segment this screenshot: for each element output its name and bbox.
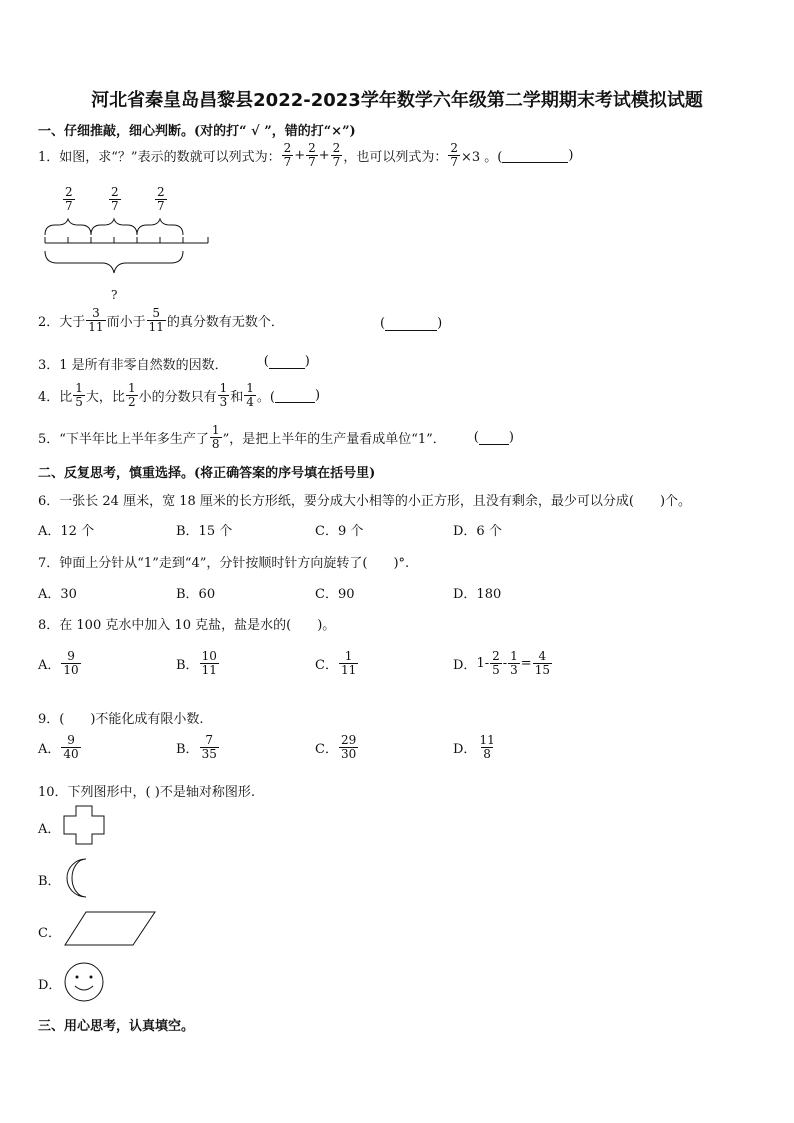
q5-text: ”，是把上半年的生产量看成单位“1”． [222, 432, 446, 447]
q10-option-c[interactable]: C． [38, 926, 61, 941]
q8-option-b[interactable]: B． $\frac{10}{11}$ [176, 649, 217, 677]
question-10: 10．下列图形中，( )不是轴对称图形. [38, 785, 255, 800]
q4-text: 。( [256, 390, 275, 405]
q4-text: 小的分数只有 [138, 390, 217, 405]
question-8: 8．在 100 克水中加入 10 克盐，盐是水的( )。 [38, 618, 336, 633]
q2-answer: ( ) [380, 316, 443, 331]
q1-text: 1．如图，求“？”表示的数就可以列式为： [38, 150, 281, 165]
q4-text: 大，比 [85, 390, 125, 405]
q10-option-d[interactable]: D． [38, 978, 62, 993]
answer-blank[interactable] [275, 388, 315, 403]
q8-option-c[interactable]: C． $\frac{1}{11}$ [315, 649, 357, 677]
q6-option-c[interactable]: C．9 个 [315, 524, 364, 539]
diagram-question-mark: ? [111, 288, 118, 302]
q8-fraction: $\frac{2}{5}$ [492, 649, 500, 677]
q9-option-b[interactable]: B． $\frac{7}{35}$ [176, 733, 217, 761]
q1-text: ，也可以列式为： [343, 150, 448, 165]
q9-fraction: $\frac{9}{40}$ [63, 733, 79, 761]
question-9: 9．( )不能化成有限小数. [38, 712, 204, 727]
q1-text: ×3 。( [460, 150, 503, 165]
q9-fraction: $\frac{29}{30}$ [340, 733, 357, 761]
q6-option-a[interactable]: A．12 个 [38, 524, 95, 539]
plus-sign: + [318, 148, 330, 163]
q4-fraction: $\frac{1}{5}$ [75, 381, 83, 409]
q1-fraction: $\frac{2}{7}$ [450, 141, 458, 169]
q9-fraction: $\frac{11}{8}$ [479, 733, 495, 761]
q1-fraction: $\frac{2}{7}$ [332, 141, 341, 169]
q8-fraction: $\frac{10}{11}$ [201, 649, 217, 677]
q4-fraction: $\frac{1}{3}$ [219, 381, 228, 409]
q7-option-a[interactable]: A．30 [38, 587, 77, 602]
page-title: 河北省秦皇岛昌黎县2022-2023学年数学六年级第二学期期末考试模拟试题 [91, 90, 703, 111]
q6-option-b[interactable]: B．15 个 [176, 524, 233, 539]
q1-text: ) [568, 148, 574, 163]
q7-option-d[interactable]: D．180 [453, 587, 502, 602]
number-line-diagram [40, 215, 220, 305]
q8-option-d[interactable]: D． 1- $\frac{2}{5}$ - $\frac{1}{3}$ = $\frac{4}{15}$ [453, 649, 550, 677]
diagram-label-fraction: $\frac{2}{7}$ [157, 185, 165, 213]
q2-text: 而小于 [106, 315, 146, 330]
q8-fraction: $\frac{9}{10}$ [63, 649, 79, 677]
question-2 [38, 307, 284, 334]
question-7: 7．钟面上分针从“1”走到“4”，分针按顺时针方向旋转了( )°. [38, 556, 410, 571]
q1-fraction: $\frac{2}{7}$ [283, 141, 292, 169]
diagram-label-fraction: $\frac{2}{7}$ [111, 185, 119, 213]
q7-option-c[interactable]: C．90 [315, 587, 355, 602]
q8-fraction: $\frac{4}{15}$ [534, 649, 550, 677]
answer-blank[interactable] [479, 430, 509, 445]
q4-text: ) [314, 388, 321, 403]
q7-option-b[interactable]: B．60 [176, 587, 216, 602]
q5-text: 5．“下半年比上半年多生产了 [38, 432, 209, 447]
q8-fraction: $\frac{1}{3}$ [510, 649, 518, 677]
q1-fraction: $\frac{2}{7}$ [308, 141, 316, 169]
q5-fraction: $\frac{1}{8}$ [211, 423, 220, 451]
q2-fraction: $\frac{3}{11}$ [88, 306, 104, 334]
q4-fraction: $\frac{1}{4}$ [246, 381, 254, 409]
q4-text: 和 [230, 390, 244, 405]
q3-text: 3．1 是所有非零自然数的因数． [38, 358, 228, 373]
q2-fraction: $\frac{5}{11}$ [148, 306, 164, 334]
answer-blank[interactable] [502, 148, 568, 163]
q4-text: 4．比 [38, 390, 73, 405]
q10-option-a[interactable]: A． [38, 822, 61, 837]
q9-fraction: $\frac{7}{35}$ [201, 733, 217, 761]
q9-option-d[interactable]: D． $\frac{11}{8}$ [453, 733, 495, 761]
question-4 [38, 382, 320, 409]
cross-shape-icon [64, 806, 104, 846]
plus-sign: + [294, 148, 306, 163]
question-1 [38, 142, 573, 169]
q2-text: 的真分数有无数个． [166, 315, 284, 330]
question-6: 6．一张长 24 厘米，宽 18 厘米的长方形纸，要分成大小相等的小正方形，且没有剩余，最少可以分成( )个。 [38, 494, 692, 509]
question-3: 3．1 是所有非零自然数的因数． ( ) [38, 354, 310, 373]
q2-text: 2．大于 [38, 315, 86, 330]
section-3-heading: 三、用心思考，认真填空。 [38, 1019, 195, 1034]
q6-option-d[interactable]: D．6 个 [453, 524, 502, 539]
q8-fraction: $\frac{1}{11}$ [340, 649, 357, 677]
question-5: 5．“下半年比上半年多生产了 $\frac{1}{8}$ ”，是把上半年的生产量看成单位“1”． ( ) [38, 423, 514, 451]
q10-option-b[interactable]: B． [38, 874, 61, 889]
crescent-moon-icon [64, 858, 100, 898]
section-1-heading: 一、仔细推敲，细心判断。(对的打“ √ ”，错的打“×”) [38, 124, 356, 139]
q4-fraction: $\frac{1}{2}$ [127, 381, 136, 409]
parallelogram-icon [64, 911, 160, 947]
answer-blank[interactable] [385, 316, 437, 331]
diagram-label-fraction: $\frac{2}{7}$ [65, 185, 73, 213]
q9-option-c[interactable]: C． $\frac{29}{30}$ [315, 733, 357, 761]
smiley-face-icon [63, 961, 105, 1003]
q9-option-a[interactable]: A． $\frac{9}{40}$ [38, 733, 79, 761]
section-2-heading: 二、反复思考，慎重选择。(将正确答案的序号填在括号里) [38, 466, 376, 481]
q8-option-a[interactable]: A． $\frac{9}{10}$ [38, 649, 79, 677]
answer-blank[interactable] [269, 354, 305, 369]
